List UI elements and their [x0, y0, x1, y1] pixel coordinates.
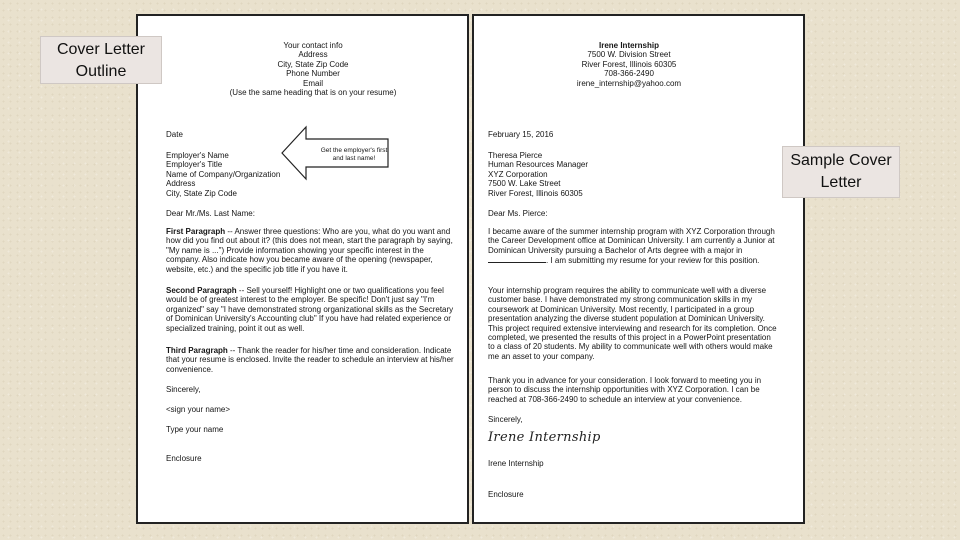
- outline-employer-line: City, State Zip Code: [166, 188, 237, 198]
- outline-heading-line: Email: [302, 78, 323, 88]
- paragraph-text: Thank you in advance for your consideration. I look forward to meeting you in person to discuss the internship opportunities with XYZ Corporation. I can be reached at 708-366-2490 to schedule an interview at your convenience.: [488, 376, 762, 404]
- sample-employer-line: River Forest, Illinois 60305: [488, 188, 583, 198]
- outline-label-text: Cover Letter Outline: [56, 41, 146, 80]
- sample-first-paragraph: [488, 227, 778, 266]
- sample-employer-block: [488, 151, 588, 198]
- sample-salutation: Dear Ms. Pierce:: [488, 209, 548, 218]
- sample-heading-line: irene_internship@yahoo.com: [576, 78, 682, 88]
- outline-typed-name: Type your name: [166, 425, 224, 434]
- outline-employer-line: Employer's Name: [166, 151, 229, 160]
- outline-employer-line: Employer's Title: [166, 160, 223, 170]
- sample-employer-line: Human Resources Manager: [488, 160, 589, 170]
- arrow-note: Get the employer's first and last name!: [320, 147, 388, 162]
- paragraph-title: Third Paragraph: [166, 346, 228, 355]
- outline-employer-block: [166, 151, 280, 198]
- outline-heading: [198, 41, 428, 97]
- sample-closing: Sincerely,: [488, 415, 523, 424]
- outline-enclosure: Enclosure: [166, 454, 202, 463]
- outline-employer-line: Address: [166, 179, 196, 189]
- sample-third-paragraph: [488, 376, 778, 404]
- blank-line: [488, 255, 546, 263]
- sample-heading-name: Irene Internship: [598, 41, 659, 50]
- paragraph-text: -- Answer three questions: Who are you, what do you want and how did you find out about it? (this does not mean, start the paragraph by saying, "My name is ...") Provide information showing your specific interest in the company. Also indicate how you became aware of the opening (newspaper, website, etc.) and the specific job title if you have it.: [166, 227, 453, 274]
- sample-employer-line: XYZ Corporation: [488, 169, 548, 179]
- sample-heading: [514, 41, 744, 88]
- sample-heading-line: River Forest, Illinois 60305: [581, 59, 677, 69]
- paragraph-text: I became aware of the summer internship program with XYZ Corporation through the Career Development office at Dominican University. I am currently a Junior at Dominican University pursuing a Bachelor of Arts degree with a major in: [488, 227, 775, 255]
- signature: Irene Internship: [488, 430, 601, 445]
- outline-heading-line: Your contact info: [283, 41, 343, 50]
- outline-heading-line: (Use the same heading that is on your resume): [229, 88, 397, 98]
- sample-heading-line: 708-366-2490: [604, 69, 654, 79]
- paragraph-text: Your internship program requires the ability to communicate well with a diverse customer base. I have demonstrated my strong communication skills in my coursework at Dominican University. Most recently, I participated in a group presentation analyzing the diverse student population at Dominican University. This project required extensive interviewing and research for its completion. Once completed, we presented the results of this project in a PowerPoint presentation to a class of 20 students. My ability to communicate well with others would make me an asset to your company.: [488, 286, 777, 361]
- sample-cover-letter-page: [472, 14, 805, 524]
- outline-heading-line: Address: [298, 50, 328, 60]
- paragraph-text: -- Thank the reader for his/her time and consideration. Indicate that your resume is enclosed. Invite the reader to schedule an interview at his/her convenience.: [166, 346, 454, 374]
- outline-heading-line: Phone Number: [286, 69, 340, 79]
- sample-label-text: Sample Cover Letter: [790, 152, 892, 191]
- paragraph-text: -- Sell yourself! Highlight one or two qualifications you feel would be of greatest interest to the employer. Be specific! Don't just say "I'm organized" say "I have demonstrated strong organizational skills as the Secretary of Dominican University's Accounting club" If you have had related experience or specialized training, point it out as well.: [166, 286, 454, 333]
- paragraph-text: . I am submitting my resume for your review for this position.: [546, 256, 760, 266]
- outline-employer-line: Name of Company/Organization: [166, 169, 281, 179]
- cover-letter-outline-page: [136, 14, 469, 524]
- outline-heading-line: City, State Zip Code: [277, 59, 349, 69]
- sample-date: February 15, 2016: [488, 130, 554, 139]
- paragraph-title: First Paragraph: [166, 227, 226, 236]
- outline-salutation: Dear Mr./Ms. Last Name:: [166, 209, 255, 218]
- sample-label: [782, 146, 900, 198]
- paragraph-title: Second Paragraph: [166, 286, 237, 295]
- sample-typed-name: Irene Internship: [488, 459, 544, 468]
- sample-second-paragraph: [488, 286, 778, 361]
- sample-heading-line: 7500 W. Division Street: [587, 50, 671, 60]
- sample-enclosure: Enclosure: [488, 490, 524, 499]
- outline-second-paragraph: [166, 286, 456, 333]
- outline-closing: Sincerely,: [166, 385, 201, 394]
- sample-employer-line: Theresa Pierce: [488, 151, 543, 160]
- outline-label: [40, 36, 162, 84]
- outline-date: Date: [166, 130, 183, 139]
- outline-first-paragraph: [166, 227, 456, 274]
- sample-employer-line: 7500 W. Lake Street: [488, 179, 561, 189]
- outline-sign-placeholder: <sign your name>: [166, 405, 231, 414]
- outline-third-paragraph: [166, 346, 456, 374]
